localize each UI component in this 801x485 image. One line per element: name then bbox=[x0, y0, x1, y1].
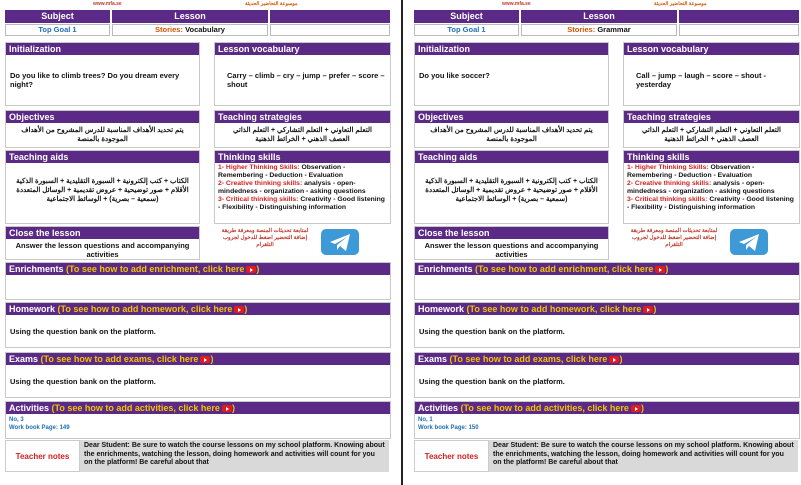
telegram-promo-text[interactable]: لمتابعة تحديثات المنصة ومعرفة طريقة إضافة التحضير اضغط للدخول لجروب التلقرام bbox=[630, 228, 718, 248]
page-divider bbox=[401, 0, 403, 485]
enrichments-link-paren: ) bbox=[256, 264, 260, 274]
critical-skill-label: 3- Critical thinking skills: bbox=[627, 196, 708, 203]
critical-skill-text: Creativity - Good listening - Flexibility - Distinguishing information bbox=[218, 196, 385, 211]
homework-title: Homework bbox=[418, 304, 465, 314]
site-url[interactable]: www.mfa.se bbox=[502, 1, 531, 7]
strategies-text: التعلم التعاوني + التعلم التشاركي + التعلم الذاتي العصف الذهني + الخرائط الذهنية bbox=[233, 127, 372, 143]
subheader-row bbox=[5, 24, 390, 36]
homework-link-paren: ) bbox=[653, 304, 657, 314]
teaching-aids-box bbox=[5, 150, 200, 224]
exams-link[interactable] bbox=[41, 354, 214, 364]
homework-box bbox=[5, 302, 391, 348]
homework-link-paren: ) bbox=[244, 304, 248, 314]
youtube-icon bbox=[234, 306, 244, 313]
site-org: موسوعة التحاضير الحديثة bbox=[654, 1, 707, 7]
thinking-skill-creative bbox=[218, 180, 387, 196]
exams-title: Exams bbox=[418, 354, 448, 364]
exams-box bbox=[414, 352, 800, 398]
creative-skill-label: 2- Creative thinking skills: bbox=[218, 180, 303, 187]
homework-link-text: (To see how to add homework, click here bbox=[57, 304, 233, 314]
objectives-box bbox=[5, 110, 200, 148]
stories-label: Stories: bbox=[567, 25, 596, 34]
lesson-plan-page-2 bbox=[414, 0, 799, 485]
telegram-button[interactable] bbox=[730, 229, 768, 255]
initialization-text: Do you like to climb trees? Do you dream every night? bbox=[10, 71, 180, 89]
objectives-title: Objectives bbox=[415, 111, 608, 123]
enrichments-title: Enrichments bbox=[418, 264, 473, 274]
subheader-blank bbox=[270, 24, 390, 36]
activities-info bbox=[415, 414, 799, 434]
lesson-title bbox=[112, 24, 268, 36]
activities-link[interactable] bbox=[52, 403, 235, 413]
youtube-icon bbox=[655, 266, 665, 273]
header-row bbox=[414, 10, 799, 23]
close-lesson-title: Close the lesson bbox=[415, 227, 608, 239]
teacher-notes-label: Teacher notes bbox=[5, 440, 80, 472]
exams-link-text: (To see how to add exams, click here bbox=[40, 354, 199, 364]
stories-label: Stories: bbox=[155, 25, 183, 34]
thinking-skill-higher bbox=[218, 164, 387, 180]
site-org: موسوعة التحاضير الحديثة bbox=[245, 1, 298, 7]
thinking-skills-list bbox=[624, 163, 799, 213]
activities-link[interactable] bbox=[461, 403, 644, 413]
objectives-text: يتم تحديد الأهداف المناسبة للدرس المشروح من الأهداف الموجودة بالمنصة bbox=[430, 127, 593, 143]
strategies-box bbox=[623, 110, 800, 148]
lesson-header: Lesson bbox=[112, 10, 268, 23]
youtube-icon bbox=[631, 405, 641, 412]
teacher-notes-label: Teacher notes bbox=[414, 440, 489, 472]
enrichments-link[interactable] bbox=[475, 264, 668, 274]
exams-link-text: (To see how to add exams, click here bbox=[449, 354, 608, 364]
vocabulary-box bbox=[623, 42, 800, 106]
homework-link[interactable] bbox=[58, 304, 248, 314]
close-lesson-box bbox=[5, 226, 200, 260]
teacher-notes-text: Dear Student: Be sure to watch the course lessons on my school platform. Knowing about the enrichments, watching the lesson, doing homework and activities will count for you on the platform! Be careful about that bbox=[489, 440, 798, 472]
initialization-box bbox=[5, 42, 200, 106]
teaching-aids-text: الكتاب + كتب إلكترونية + السبورة التقليدية + السبورة الذكية الأقلام + صور توضيحية + عروض تقديمية + الوسائل المتعددة (سمعية – بصرية) + الوسائط الاجتماعية bbox=[16, 178, 189, 203]
teaching-aids-text: الكتاب + كتب إلكترونية + السبورة التقليدية + السبورة الذكية الأقلام + صور توضيحية + عروض تقديمية + الوسائل المتعددة (سمعية – بصرية) + الوسائط الاجتماعية bbox=[425, 178, 598, 203]
close-lesson-title: Close the lesson bbox=[6, 227, 199, 239]
workbook-page-number: 149 bbox=[59, 425, 70, 431]
lesson-title bbox=[521, 24, 677, 36]
lesson-plan-page-1 bbox=[5, 0, 390, 485]
teaching-aids-title: Teaching aids bbox=[415, 151, 608, 163]
homework-link[interactable] bbox=[467, 304, 657, 314]
subheader-row bbox=[414, 24, 799, 36]
thinking-skill-higher bbox=[627, 164, 796, 180]
objectives-title: Objectives bbox=[6, 111, 199, 123]
activities-link-text: (To see how to add activities, click here bbox=[460, 403, 629, 413]
activities-title: Activities bbox=[418, 403, 459, 413]
creative-skill-text: analysis - open-mindedness - organization - asking questions bbox=[218, 180, 366, 195]
telegram-icon bbox=[730, 229, 768, 255]
vocabulary-text: Carry – climb – cry – jump – prefer – score – shout bbox=[227, 71, 385, 89]
vocabulary-text: Call – jump – laugh – score – shout - yesterday bbox=[636, 71, 767, 89]
higher-skill-text: Observation - Remembering - Deduction - Evaluation bbox=[627, 164, 755, 179]
teaching-aids-box bbox=[414, 150, 609, 224]
header-blank bbox=[270, 10, 390, 23]
workbook-label: Work book Page: bbox=[418, 425, 467, 431]
creative-skill-text: analysis - open-mindedness - organization - asking questions bbox=[627, 180, 775, 195]
workbook-page bbox=[418, 424, 796, 432]
teacher-notes-text: Dear Student: Be sure to watch the course lessons on my school platform. Knowing about the enrichments, watching the lesson, doing homework and activities will count for you on the platform! Be careful about that bbox=[80, 440, 389, 472]
enrichments-box bbox=[5, 262, 391, 300]
subheader-blank bbox=[679, 24, 799, 36]
close-lesson-text: Answer the lesson questions and accompanying activities bbox=[15, 241, 190, 259]
initialization-title: Initialization bbox=[6, 43, 199, 55]
story-name: Grammar bbox=[597, 25, 631, 34]
enrichments-box bbox=[414, 262, 800, 300]
thinking-skill-critical bbox=[627, 196, 796, 212]
close-lesson-text: Answer the lesson questions and accompanying activities bbox=[424, 241, 599, 259]
teacher-notes-row bbox=[5, 440, 389, 472]
homework-bar bbox=[415, 303, 799, 315]
teaching-aids-title: Teaching aids bbox=[6, 151, 199, 163]
telegram-button[interactable] bbox=[321, 229, 359, 255]
thinking-skill-creative bbox=[627, 180, 796, 196]
strategies-title: Teaching strategies bbox=[215, 111, 390, 123]
top-goal: Top Goal 1 bbox=[5, 24, 110, 36]
top-goal: Top Goal 1 bbox=[414, 24, 519, 36]
initialization-title: Initialization bbox=[415, 43, 608, 55]
activities-link-paren: ) bbox=[231, 403, 235, 413]
objectives-text: يتم تحديد الأهداف المناسبة للدرس المشروح من الأهداف الموجودة بالمنصة bbox=[21, 127, 184, 143]
homework-text: Using the question bank on the platform. bbox=[419, 327, 565, 336]
subject-header: Subject bbox=[414, 10, 519, 23]
activities-link-text: (To see how to add activities, click here bbox=[51, 403, 220, 413]
activities-bar bbox=[6, 402, 390, 414]
exams-link-paren: ) bbox=[619, 354, 623, 364]
critical-skill-text: Creativity - Good listening - Flexibility - Distinguishing information bbox=[627, 196, 794, 211]
youtube-icon bbox=[222, 405, 232, 412]
vocabulary-box bbox=[214, 42, 391, 106]
thinking-skill-critical bbox=[218, 196, 387, 212]
youtube-icon bbox=[643, 306, 653, 313]
exams-text: Using the question bank on the platform. bbox=[419, 377, 565, 386]
header-row bbox=[5, 10, 390, 23]
close-lesson-box bbox=[414, 226, 609, 260]
youtube-icon bbox=[200, 356, 210, 363]
higher-skill-label: 1- Higher Thinking Skills: bbox=[218, 164, 300, 171]
header-blank bbox=[679, 10, 799, 23]
strategies-title: Teaching strategies bbox=[624, 111, 799, 123]
workbook-label: Work book Page: bbox=[9, 425, 58, 431]
activities-box bbox=[5, 401, 391, 439]
homework-bar bbox=[6, 303, 390, 315]
teacher-notes-row bbox=[414, 440, 798, 472]
youtube-icon bbox=[246, 266, 256, 273]
youtube-icon bbox=[609, 356, 619, 363]
thinking-skills-title: Thinking skills bbox=[215, 151, 390, 163]
thinking-skills-box bbox=[623, 150, 800, 224]
lesson-header: Lesson bbox=[521, 10, 677, 23]
homework-title: Homework bbox=[9, 304, 56, 314]
strategies-text: التعلم التعاوني + التعلم التشاركي + التعلم الذاتي العصف الذهني + الخرائط الذهنية bbox=[642, 127, 781, 143]
story-name: Vocabulary bbox=[185, 25, 225, 34]
activity-number: No, 3 bbox=[9, 417, 24, 423]
critical-skill-label: 3- Critical thinking skills: bbox=[218, 196, 299, 203]
enrichments-link-text: (To see how to add enrichment, click here bbox=[475, 264, 654, 274]
homework-text: Using the question bank on the platform. bbox=[10, 327, 156, 336]
exams-bar bbox=[6, 353, 390, 365]
exams-bar bbox=[415, 353, 799, 365]
vocabulary-title: Lesson vocabulary bbox=[215, 43, 390, 55]
activities-info bbox=[6, 414, 390, 434]
activities-box bbox=[414, 401, 800, 439]
activities-link-paren: ) bbox=[640, 403, 644, 413]
activities-bar bbox=[415, 402, 799, 414]
enrichments-title: Enrichments bbox=[9, 264, 64, 274]
telegram-promo-text[interactable]: لمتابعة تحديثات المنصة ومعرفة طريقة إضافة التحضير اضغط للدخول لجروب التلقرام bbox=[221, 228, 309, 248]
activity-number: No, 1 bbox=[418, 417, 433, 423]
enrichments-bar bbox=[415, 263, 799, 275]
telegram-icon bbox=[321, 229, 359, 255]
thinking-skills-list bbox=[215, 163, 390, 213]
vocabulary-title: Lesson vocabulary bbox=[624, 43, 799, 55]
workbook-page bbox=[9, 424, 387, 432]
exams-box bbox=[5, 352, 391, 398]
homework-box bbox=[414, 302, 800, 348]
enrichments-bar bbox=[6, 263, 390, 275]
initialization-text: Do you like soccer? bbox=[419, 71, 490, 80]
exams-link[interactable] bbox=[450, 354, 623, 364]
enrichments-link[interactable] bbox=[66, 264, 259, 274]
site-url[interactable]: www.mfa.se bbox=[93, 1, 122, 7]
activities-title: Activities bbox=[9, 403, 50, 413]
thinking-skills-title: Thinking skills bbox=[624, 151, 799, 163]
exams-title: Exams bbox=[9, 354, 39, 364]
higher-skill-label: 1- Higher Thinking Skills: bbox=[627, 164, 709, 171]
higher-skill-text: Observation - Remembering - Deduction - Evaluation bbox=[218, 164, 346, 179]
exams-link-paren: ) bbox=[210, 354, 214, 364]
creative-skill-label: 2- Creative thinking skills: bbox=[627, 180, 712, 187]
strategies-box bbox=[214, 110, 391, 148]
thinking-skills-box bbox=[214, 150, 391, 224]
exams-text: Using the question bank on the platform. bbox=[10, 377, 156, 386]
objectives-box bbox=[414, 110, 609, 148]
enrichments-link-paren: ) bbox=[665, 264, 669, 274]
homework-link-text: (To see how to add homework, click here bbox=[466, 304, 642, 314]
subject-header: Subject bbox=[5, 10, 110, 23]
initialization-box bbox=[414, 42, 609, 106]
workbook-page-number: 150 bbox=[468, 425, 479, 431]
enrichments-link-text: (To see how to add enrichment, click here bbox=[66, 264, 245, 274]
